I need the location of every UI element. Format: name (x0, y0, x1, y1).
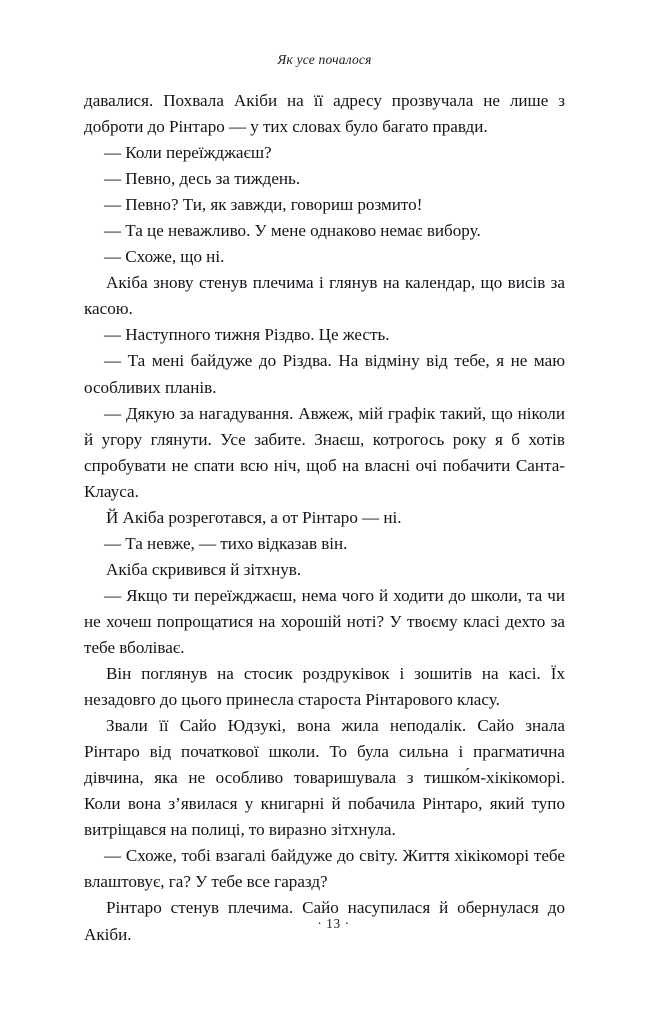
paragraph-dialogue: — Певно, десь за тиждень. (104, 169, 301, 189)
paragraph-narrative: Акіба скривився й зітхнув. (106, 559, 302, 579)
paragraph-continuation: давалися. Похвала Акіби на її адресу прозвучала не лише з доброти до Рінтаро — у тих словах було багато правди. (84, 91, 565, 137)
paragraph-dialogue: — Та невже, — тихо відказав він. (104, 533, 348, 553)
paragraph-dialogue: — Якщо ти переїжджаєш, нема чого й ходити до школи, та чи не хочеш попрощатися на хорошій ноті? У твоєму класі дехто за тебе вболіває. (84, 585, 565, 657)
paragraph-narrative: Він поглянув на стосик роздруківок і зошитів на касі. Їх незадовго до цього принесла староста Рінтарового класу. (84, 664, 565, 710)
paragraph-narrative: Й Акіба розреготався, а от Рінтаро — ні. (106, 507, 402, 527)
paragraph-narrative: Звали її Сайо Юдзукі, вона жила неподалік. Сайо знала Рінтаро від початкової школи. То була сильна і прагматична дівчина, яка не особливо товаришувала з тишко́м-хікікоморі. Коли вона з’явилася у книгарні й побачила Рінтаро, який тупо витріщався на полиці, то виразно зітхнула. (84, 716, 565, 840)
paragraph-dialogue: — Та це неважливо. У мене однаково немає вибору. (104, 221, 481, 241)
body-text (84, 88, 565, 948)
paragraph-dialogue: — Коли переїжджаєш? (104, 143, 272, 163)
paragraph-dialogue: — Схоже, тобі взагалі байдуже до світу. Життя хікікоморі тебе влаштовує, га? У тебе все гаразд? (84, 846, 565, 892)
paragraph-dialogue: — Наступного тижня Різдво. Це жесть. (104, 325, 390, 345)
paragraph-dialogue: — Дякую за нагадування. Авжеж, мій графік такий, що ніколи й угору глянути. Усе забите. Знаєш, котрогось року я б хотів спробувати не спати всю ніч, щоб на власні очі побачити Санта-Клауса. (84, 403, 565, 501)
paragraph-narrative: Акіба знову стенув плечима і глянув на календар, що висів за касою. (84, 273, 565, 319)
page-number: · 13 · (317, 916, 350, 931)
paragraph-dialogue: — Та мені байдуже до Різдва. На відміну від тебе, я не маю особливих планів. (84, 351, 565, 397)
paragraph-dialogue: — Певно? Ти, як завжди, говориш розмито! (104, 195, 423, 215)
running-head: Як усе почалося (277, 52, 372, 67)
paragraph-narrative: Рінтаро стенув плечима. Сайо насупилася й обернулася до Акіби. (84, 898, 565, 944)
paragraph-dialogue: — Схоже, що ні. (104, 247, 225, 267)
